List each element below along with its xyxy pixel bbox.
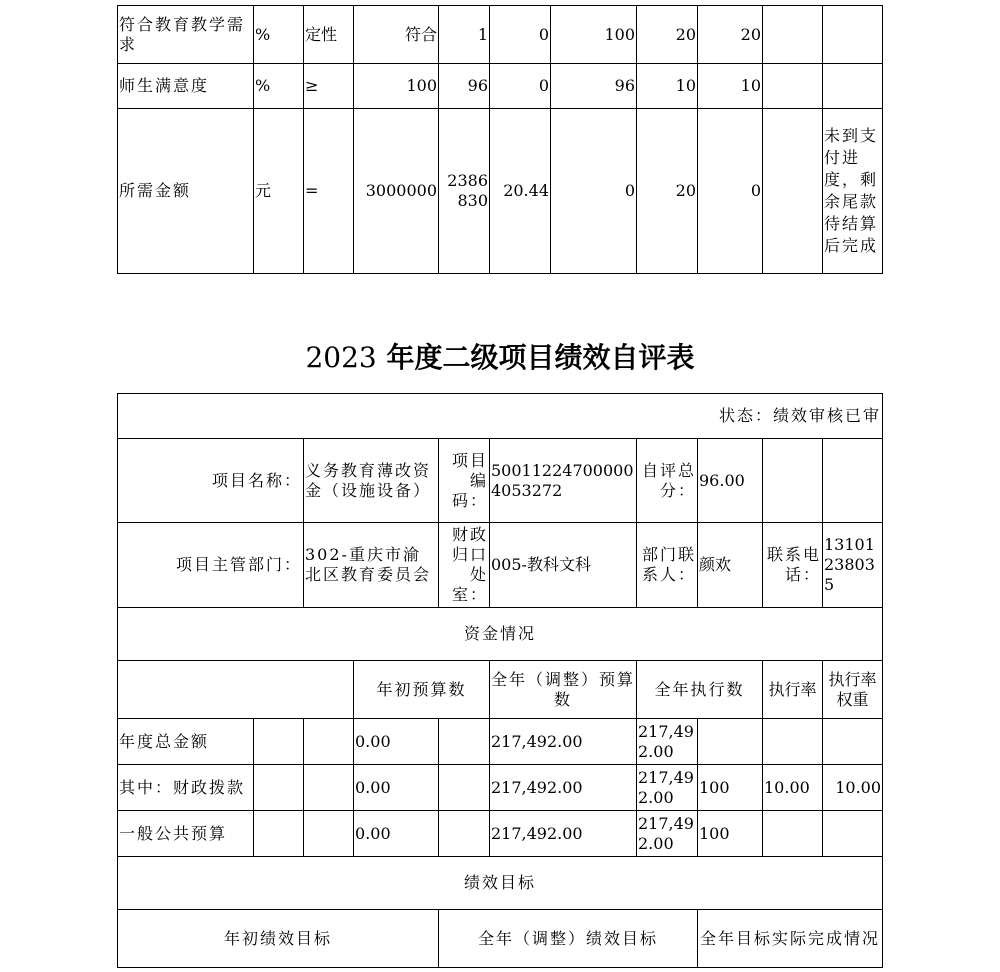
indicator-value: 20 bbox=[698, 6, 763, 64]
department-row bbox=[118, 523, 883, 608]
indicator-value bbox=[763, 64, 823, 109]
finance-value: 005-教科文科 bbox=[490, 523, 637, 608]
empty-cell bbox=[439, 765, 490, 811]
indicator-value: 0 bbox=[490, 6, 551, 64]
empty-cell bbox=[304, 811, 354, 857]
indicator-name: 师生满意度 bbox=[118, 64, 254, 109]
indicator-value: 20 bbox=[637, 109, 698, 274]
indicator-value: 100 bbox=[551, 6, 637, 64]
fund-row-label: 年度总金额 bbox=[118, 719, 254, 765]
table-row bbox=[118, 109, 883, 274]
project-info-row bbox=[118, 439, 883, 523]
dept-label: 项目主管部门： bbox=[118, 523, 304, 608]
phone-value: 13101238035 bbox=[823, 523, 883, 608]
table-row bbox=[118, 811, 883, 857]
indicator-value: 0 bbox=[490, 64, 551, 109]
empty-cell bbox=[254, 719, 304, 765]
indicator-value: 10 bbox=[698, 64, 763, 109]
table-row bbox=[118, 64, 883, 109]
fund-rate: 100 bbox=[698, 811, 763, 857]
status-text: 状态：绩效审核已审 bbox=[118, 394, 883, 439]
empty-cell bbox=[118, 661, 354, 719]
project-code-label: 项目编码： bbox=[439, 439, 490, 523]
finance-label: 财政归口处室： bbox=[439, 523, 490, 608]
self-evaluation-form bbox=[117, 393, 883, 968]
fund-adjusted: 217,492.00 bbox=[490, 719, 637, 765]
dept-value: 302-重庆市渝北区教育委员会 bbox=[304, 523, 439, 608]
indicator-value: 10 bbox=[637, 64, 698, 109]
indicator-name: 符合教育教学需求 bbox=[118, 6, 254, 64]
title-text: 年度二级项目绩效自评表 bbox=[386, 341, 695, 374]
fund-score bbox=[823, 811, 883, 857]
fund-weight bbox=[763, 811, 823, 857]
indicator-value: 20 bbox=[637, 6, 698, 64]
indicator-note bbox=[823, 64, 883, 109]
indicator-value: 1 bbox=[439, 6, 490, 64]
indicator-type: = bbox=[304, 109, 354, 274]
fund-rate bbox=[698, 719, 763, 765]
phone-label: 联系电话： bbox=[763, 523, 823, 608]
empty-cell bbox=[439, 719, 490, 765]
empty-cell bbox=[823, 439, 883, 523]
fund-initial: 0.00 bbox=[354, 765, 439, 811]
fund-row-label: 一般公共预算 bbox=[118, 811, 254, 857]
table-row bbox=[118, 765, 883, 811]
indicator-target: 100 bbox=[354, 64, 439, 109]
fund-score: 10.00 bbox=[823, 765, 883, 811]
indicator-value: 0 bbox=[698, 109, 763, 274]
self-score-label: 自评总分： bbox=[637, 439, 698, 523]
fund-score bbox=[823, 719, 883, 765]
indicator-name: 所需金额 bbox=[118, 109, 254, 274]
project-name-label: 项目名称： bbox=[118, 439, 304, 523]
indicator-value: 0 bbox=[551, 109, 637, 274]
indicator-unit: % bbox=[254, 6, 304, 64]
funds-columns-row bbox=[118, 661, 883, 719]
empty-cell bbox=[254, 765, 304, 811]
funds-header-row bbox=[118, 608, 883, 661]
indicator-target: 符合 bbox=[354, 6, 439, 64]
fund-row-label: 其中：财政拨款 bbox=[118, 765, 254, 811]
indicator-value: 20.44 bbox=[490, 109, 551, 274]
indicator-note bbox=[823, 6, 883, 64]
project-code-value: 500112247000004053272 bbox=[490, 439, 637, 523]
indicator-table bbox=[117, 5, 883, 274]
status-row bbox=[118, 394, 883, 439]
table-row bbox=[118, 6, 883, 64]
fund-rate: 100 bbox=[698, 765, 763, 811]
fund-executed: 217,492.00 bbox=[637, 811, 698, 857]
goals-columns-row bbox=[118, 910, 883, 968]
col-adjusted-budget: 全年（调整）预算数 bbox=[490, 661, 637, 719]
col-initial-budget: 年初预算数 bbox=[354, 661, 490, 719]
empty-cell bbox=[304, 765, 354, 811]
fund-initial: 0.00 bbox=[354, 719, 439, 765]
indicator-unit: 元 bbox=[254, 109, 304, 274]
col-executed: 全年执行数 bbox=[637, 661, 763, 719]
indicator-type: ≥ bbox=[304, 64, 354, 109]
contact-value: 颜欢 bbox=[698, 523, 763, 608]
project-name-value: 义务教育薄改资金（设施设备） bbox=[304, 439, 439, 523]
fund-adjusted: 217,492.00 bbox=[490, 765, 637, 811]
fund-weight bbox=[763, 719, 823, 765]
indicator-value bbox=[763, 109, 823, 274]
funds-header: 资金情况 bbox=[118, 608, 883, 661]
empty-cell bbox=[439, 811, 490, 857]
fund-adjusted: 217,492.00 bbox=[490, 811, 637, 857]
goals-header-row bbox=[118, 857, 883, 910]
title-year: 2023 bbox=[305, 341, 377, 374]
indicator-type: 定性 bbox=[304, 6, 354, 64]
goal-actual: 全年目标实际完成情况 bbox=[698, 910, 883, 968]
indicator-note: 未到支付进度，剩余尾款待结算后完成 bbox=[823, 109, 883, 274]
empty-cell bbox=[763, 439, 823, 523]
goal-initial: 年初绩效目标 bbox=[118, 910, 439, 968]
indicator-value: 2386830 bbox=[439, 109, 490, 274]
col-rate-weight: 执行率权重 bbox=[823, 661, 883, 719]
indicator-target: 3000000 bbox=[354, 109, 439, 274]
goals-header: 绩效目标 bbox=[118, 857, 883, 910]
indicator-value bbox=[763, 6, 823, 64]
table-row bbox=[118, 719, 883, 765]
contact-label: 部门联系人： bbox=[637, 523, 698, 608]
fund-executed: 217,492.00 bbox=[637, 765, 698, 811]
self-score-value: 96.00 bbox=[698, 439, 763, 523]
fund-executed: 217,492.00 bbox=[637, 719, 698, 765]
col-exec-rate: 执行率 bbox=[763, 661, 823, 719]
goal-adjusted: 全年（调整）绩效目标 bbox=[439, 910, 698, 968]
empty-cell bbox=[304, 719, 354, 765]
fund-weight: 10.00 bbox=[763, 765, 823, 811]
fund-initial: 0.00 bbox=[354, 811, 439, 857]
indicator-value: 96 bbox=[439, 64, 490, 109]
indicator-unit: % bbox=[254, 64, 304, 109]
empty-cell bbox=[254, 811, 304, 857]
page-title bbox=[0, 338, 1000, 378]
indicator-value: 96 bbox=[551, 64, 637, 109]
